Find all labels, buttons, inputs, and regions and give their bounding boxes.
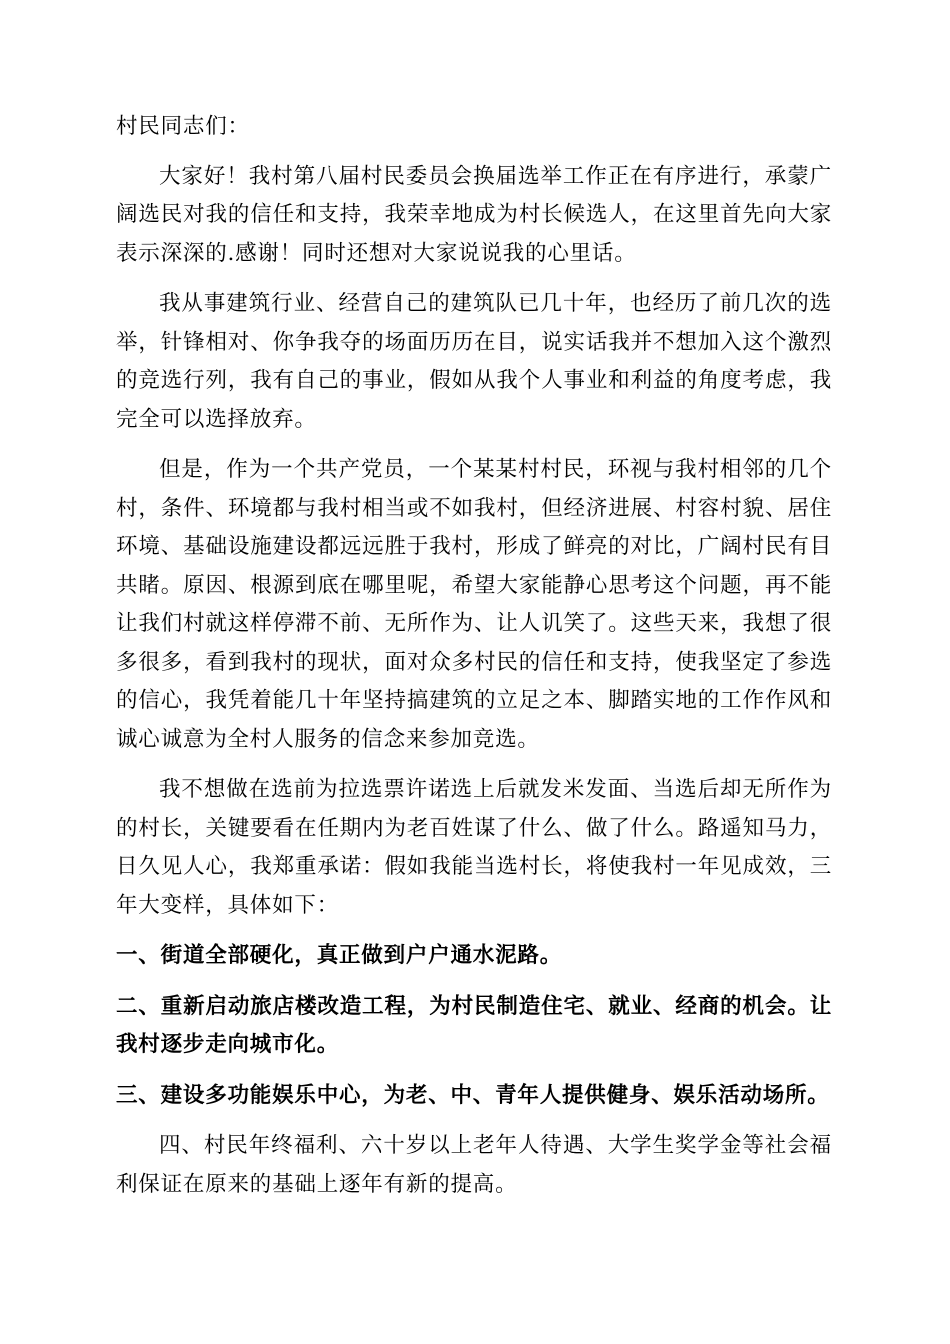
document-page: [116, 108, 832, 1204]
pledge-item-3: 三、建设多功能娱乐中心，为老、中、青年人提供健身、娱乐活动场所。: [116, 1082, 830, 1108]
paragraph-promise: 我不想做在选前为拉选票许诺选上后就发米发面、当选后却无所作为的村长，关键要看在任期内为老百姓谋了什么、做了什么。路遥知马力，日久见人心，我郑重承诺：假如我能当选村长，将使我村一年见成效，三年大变样，具体如下：: [116, 777, 832, 918]
pledge-item-4: 四、村民年终福利、六十岁以上老年人待遇、大学生奖学金等社会福利保证在原来的基础上逐年有新的提高。: [116, 1133, 832, 1197]
paragraph-background: 我从事建筑行业、经营自己的建筑队已几十年，也经历了前几次的选举，针锋相对、你争我夺的场面历历在目，说实话我并不想加入这个激烈的竞选行列，我有自己的事业，假如从我个人事业和利益的角度考虑，我完全可以选择放弃。: [116, 291, 832, 432]
pledge-item-1: 一、街道全部硬化，真正做到户户通水泥路。: [116, 943, 563, 968]
paragraph-motivation: 但是，作为一个共产党员，一个某某村村民，环视与我村相邻的几个村，条件、环境都与我村相当或不如我村，但经济进展、村容村貌、居住环境、基础设施建设都远远胜于我村，形成了鲜亮的对比，广阔村民有目共睹。原因、根源到底在哪里呢，希望大家能静心思考这个问题，再不能让我们村就这样停滞不前、无所作为、让人讥笑了。这些天来，我想了很多很多，看到我村的现状，面对众多村民的信任和支持，使我坚定了参选的信心，我凭着能几十年坚持搞建筑的立足之本、脚踏实地的工作作风和诚心诚意为全村人服务的信念来参加竞选。: [116, 457, 832, 752]
pledge-item-2: 二、重新启动旅店楼改造工程，为村民制造住宅、就业、经商的机会。让我村逐步走向城市化。: [116, 993, 832, 1057]
greeting: 村民同志们：: [116, 114, 250, 139]
paragraph-greeting-thanks: 大家好！我村第八届村民委员会换届选举工作正在有序进行，承蒙广阔选民对我的信任和支持，我荣幸地成为村长候选人，在这里首先向大家表示深深的.感谢！同时还想对大家说说我的心里话。: [116, 163, 832, 266]
